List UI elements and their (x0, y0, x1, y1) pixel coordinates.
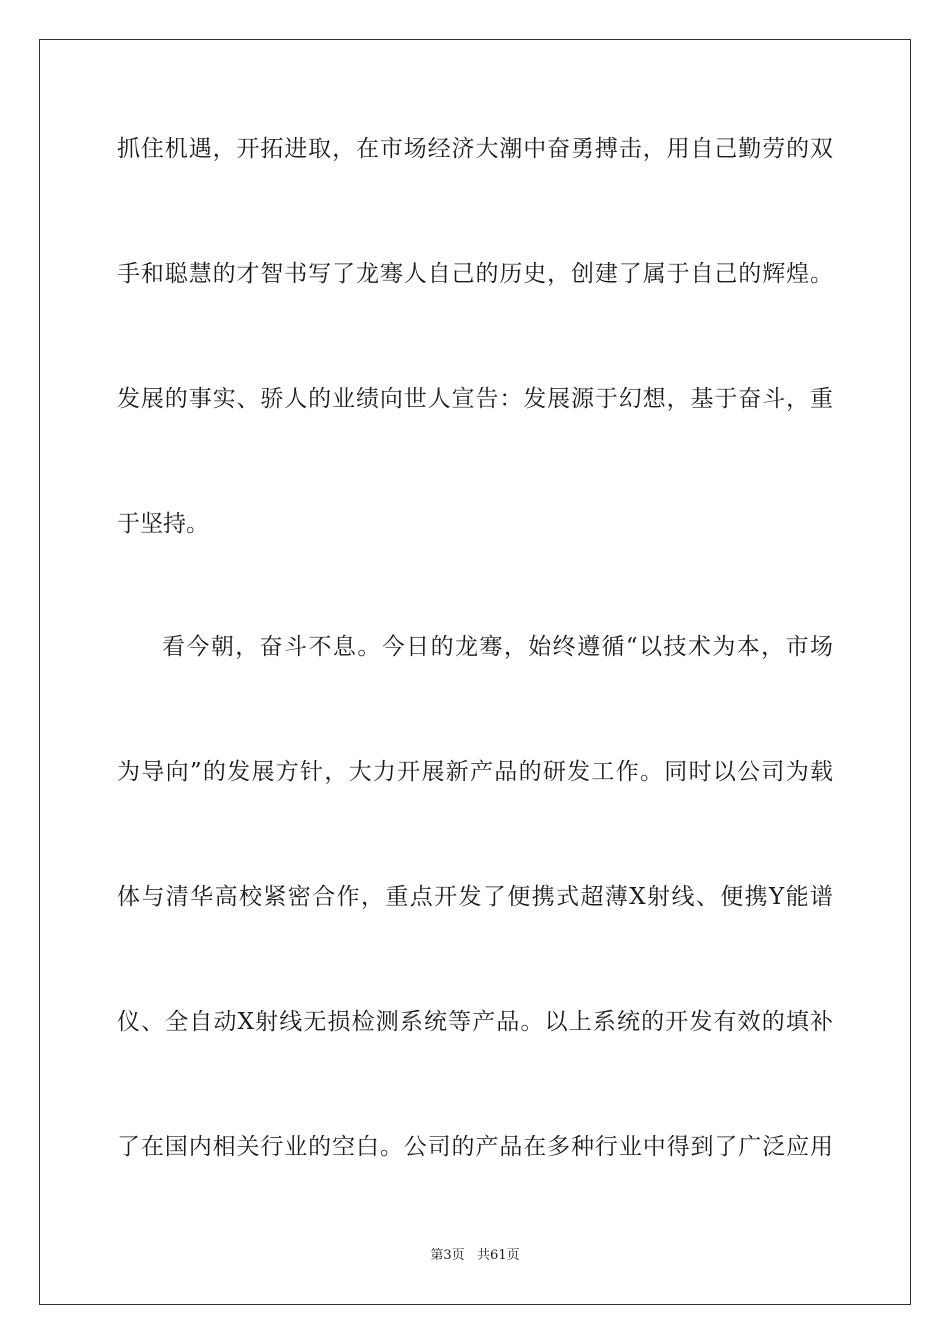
body-text-line: 抓住机遇，开拓进取，在市场经济大潮中奋勇搏击，用自己勤劳的双 (117, 136, 833, 162)
body-text-line: 体与清华高校紧密合作，重点开发了便携式超薄X射线、便携Y能谱 (117, 884, 833, 910)
body-text-line: 于坚持。 (117, 511, 209, 537)
page-border (39, 39, 911, 1305)
body-text-line: 为导向”的发展方针，大力开展新产品的研发工作。同时以公司为载 (117, 759, 833, 785)
paragraph-first-line: 看今朝，奋斗不息。今日的龙骞，始终遵循“以技术为本，市场 (162, 634, 833, 660)
body-text-line: 发展的事实、骄人的业绩向世人宣告：发展源于幻想，基于奋斗，重 (117, 386, 833, 412)
page-number-footer: 第3页 共61页 (430, 1248, 520, 1263)
body-text-line: 仪、全自动X射线无损检测系统等产品。以上系统的开发有效的填补 (117, 1009, 833, 1035)
body-text-line: 了在国内相关行业的空白。公司的产品在多种行业中得到了广泛应用 (117, 1134, 833, 1160)
body-text-line: 手和聪慧的才智书写了龙骞人自己的历史，创建了属于自己的辉煌。 (117, 261, 833, 287)
